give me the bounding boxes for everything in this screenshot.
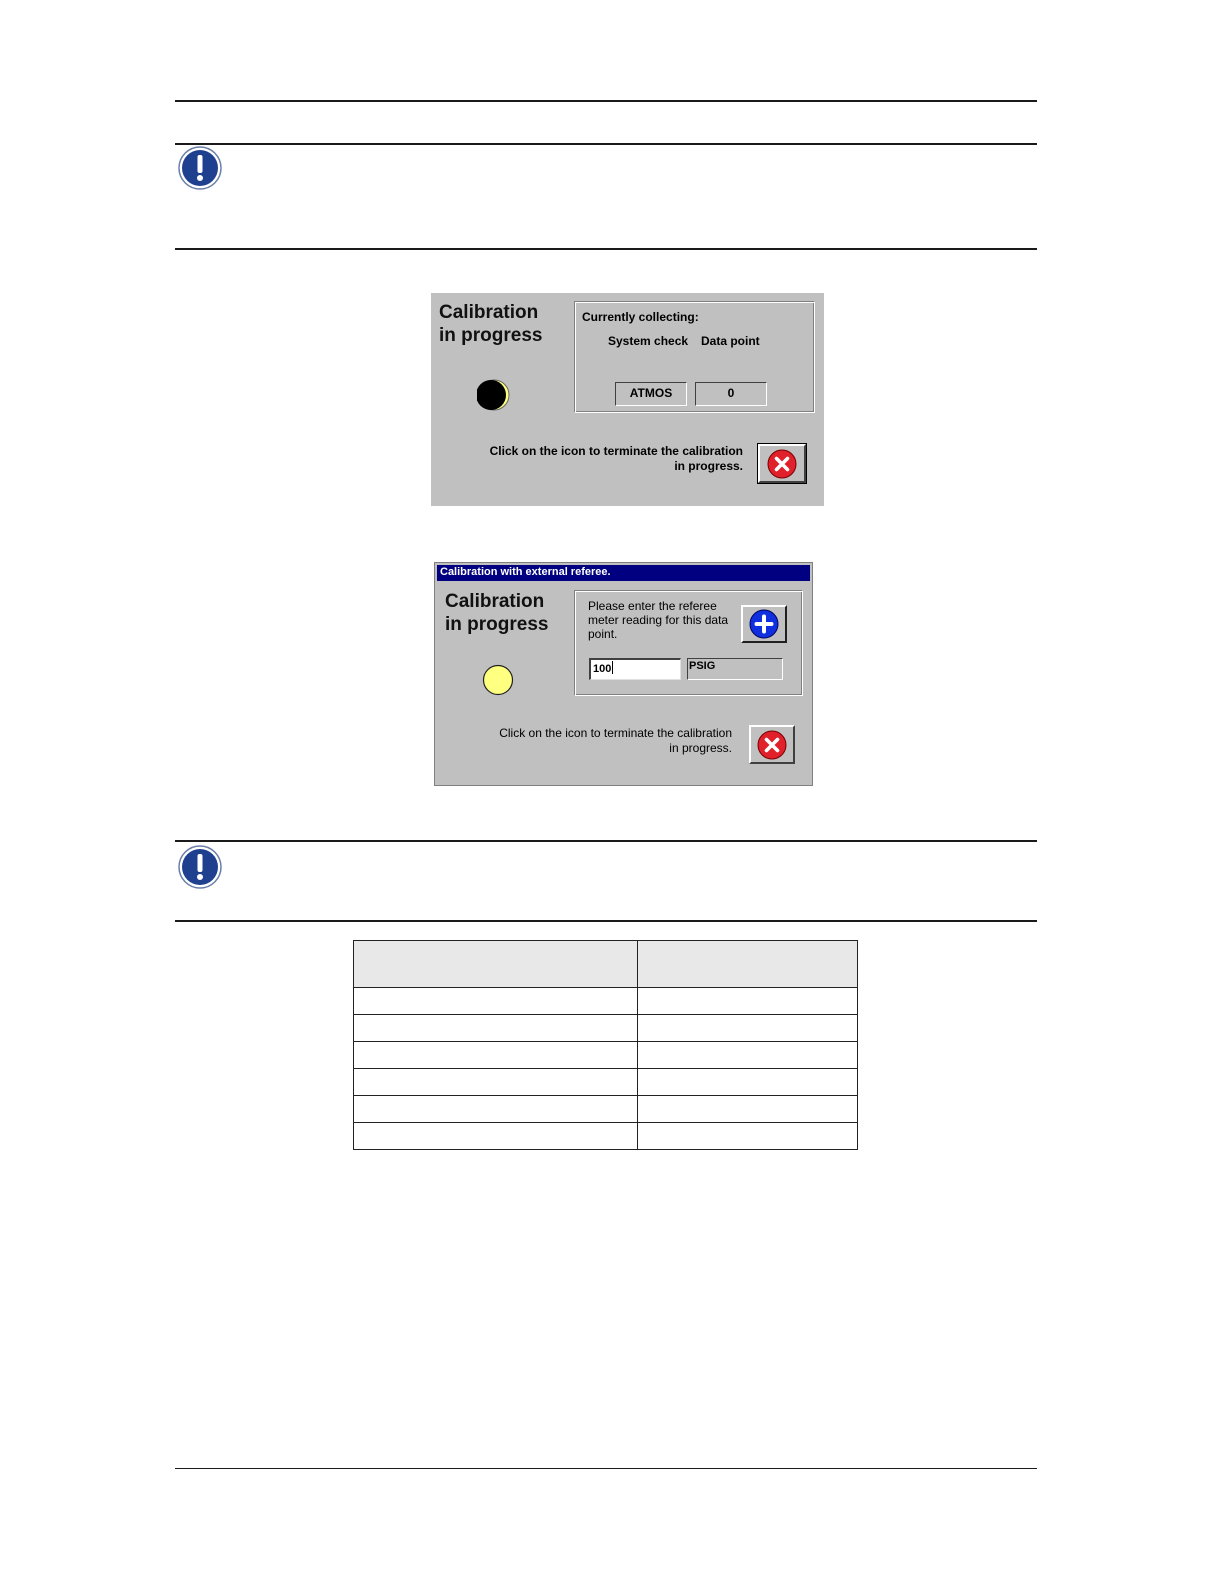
- referee-reading-input[interactable]: [589, 658, 681, 680]
- unit-field: [687, 658, 783, 680]
- referee-prompt: [588, 599, 728, 641]
- table-header-cell: [638, 941, 858, 988]
- system-check-field: ATMOS: [615, 382, 687, 406]
- note2-bottom-rule: [175, 920, 1037, 922]
- dialog2-title-line2: in progress: [445, 614, 549, 635]
- table-header-row: [354, 941, 858, 988]
- red-x-stop-icon: [757, 730, 787, 760]
- table-cell: [638, 1123, 858, 1150]
- red-x-stop-icon: [767, 449, 797, 479]
- footer-rule: [175, 1468, 1037, 1469]
- calibration-dialog-2: [434, 562, 813, 786]
- table-row: [354, 1042, 858, 1069]
- reading-value: 100: [593, 663, 612, 675]
- dialog2-title-line1: Calibration: [445, 591, 545, 612]
- note1-bottom-rule: [175, 248, 1037, 250]
- table-cell: [638, 1042, 858, 1069]
- prompt-line1: Please enter the referee: [588, 599, 717, 613]
- table-row: [354, 1096, 858, 1123]
- terminate-instructions: [490, 444, 743, 474]
- text-caret: [612, 661, 613, 674]
- table-row: [354, 1069, 858, 1096]
- note2-top-rule: [175, 840, 1037, 842]
- terminate-calibration-button[interactable]: [758, 444, 806, 483]
- currently-collecting-label: Currently collecting:: [582, 310, 699, 324]
- terminate2-line1: Click on the icon to terminate the calibration: [499, 726, 732, 740]
- terminate-line2: in progress.: [674, 459, 743, 473]
- terminate-line1: Click on the icon to terminate the calibration: [489, 444, 743, 458]
- header-rule: [175, 100, 1037, 102]
- exclamation-icon: [178, 146, 222, 190]
- terminate2-line2: in progress.: [669, 741, 732, 755]
- table-header-cell: [354, 941, 638, 988]
- table-cell: [638, 1069, 858, 1096]
- table-cell: [354, 1069, 638, 1096]
- prompt-line2: meter reading for this data: [588, 613, 729, 627]
- table-cell: [354, 1123, 638, 1150]
- table-cell: [638, 1015, 858, 1042]
- terminate-calibration-button-2[interactable]: [749, 725, 795, 764]
- table-row: [354, 1015, 858, 1042]
- yellow-circle-icon: [481, 663, 515, 697]
- data-point-header: Data point: [701, 334, 760, 348]
- table-cell: [354, 988, 638, 1015]
- table-row: [354, 1123, 858, 1150]
- prompt-line3: point.: [588, 627, 618, 641]
- moon-phase-icon: [477, 378, 511, 412]
- calibration-dialog-1: [431, 293, 824, 506]
- blue-plus-icon: [749, 609, 779, 639]
- table-cell: [638, 988, 858, 1015]
- data-point-field: 0: [695, 382, 767, 406]
- dialog1-title: [439, 301, 542, 347]
- table-cell: [638, 1096, 858, 1123]
- unit-value: PSIG: [689, 660, 716, 672]
- exclamation-icon: [178, 845, 222, 889]
- table-row: [354, 988, 858, 1015]
- add-reading-button[interactable]: [741, 605, 787, 643]
- dialog1-title-line2: in progress: [439, 325, 543, 346]
- dialog2-titlebar: [437, 565, 810, 581]
- dialog2-window-title: Calibration with external referee.: [440, 566, 611, 578]
- dialog1-title-line1: Calibration: [439, 302, 539, 323]
- collecting-groupbox: [574, 301, 815, 413]
- data-table: [353, 940, 858, 1150]
- table-cell: [354, 1096, 638, 1123]
- table-cell: [354, 1015, 638, 1042]
- terminate-instructions-2: [499, 726, 732, 756]
- note1-top-rule: [175, 143, 1037, 145]
- system-check-header: System check: [608, 334, 689, 348]
- referee-groupbox: [574, 590, 803, 696]
- dialog2-title: [445, 590, 548, 636]
- table-cell: [354, 1042, 638, 1069]
